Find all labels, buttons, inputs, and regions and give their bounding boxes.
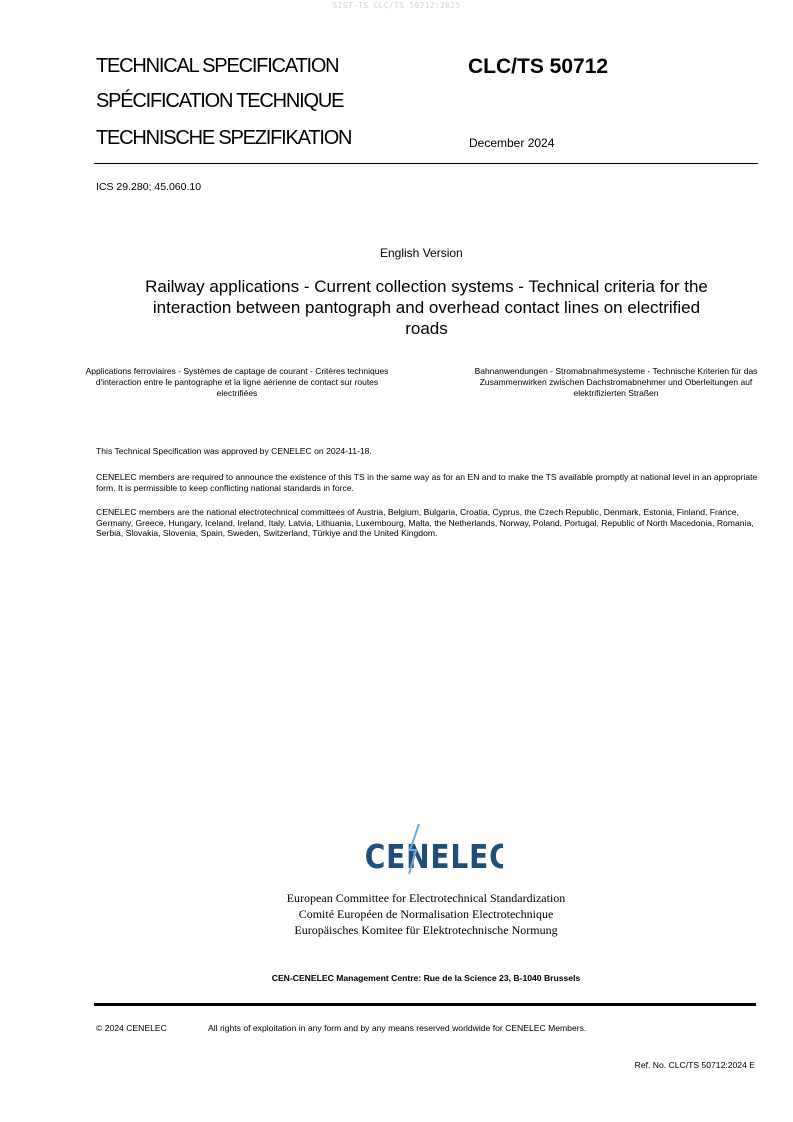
reference-number: Ref. No. CLC/TS 50712:2024 E — [634, 1060, 755, 1070]
members-requirement-paragraph: CENELEC members are required to announce the existence of this TS in the same way as for an EN and to make the TS available promptly at national level in an appropriate form. It is permissible to keep conflicting national standards in force. — [96, 472, 758, 493]
english-version-label: English Version — [380, 246, 463, 260]
document-title: Railway applications - Current collection systems - Technical criteria for the interaction between pantograph and overhead contact lines on electrified roads — [145, 277, 708, 338]
management-centre-address: CEN-CENELEC Management Centre: Rue de la Science 23, B-1040 Brussels — [271, 973, 581, 983]
subtitle-french: Applications ferroviaires - Systèmes de captage de courant - Critères techniques d'interaction entre le pantographe et la ligne aérienne de contact sur routes electrifiées — [85, 366, 389, 398]
header-divider — [94, 163, 758, 164]
organization-name-fr: Comité Européen de Normalisation Electrotechnique — [298, 907, 554, 921]
organization-names — [200, 890, 652, 938]
ics-codes: ICS 29.280; 45.060.10 — [96, 181, 202, 193]
spec-title-en: TECHNICAL SPECIFICATION — [96, 55, 339, 77]
spec-title-fr: SPÉCIFICATION TECHNIQUE — [96, 90, 344, 112]
publication-date: December 2024 — [469, 136, 555, 150]
watermark-text: SIST-TS CLC/TS 50712:2025 — [332, 1, 461, 10]
members-list-paragraph: CENELEC members are the national electrotechnical committees of Austria, Belgium, Bulgaria, Croatia, Cyprus, the Czech Republic, Denmark, Estonia, Finland, France, Germany, Greece, Hungary, Iceland, Ireland, Italy, Latvia, Lithuania, Luxembourg, Malta, the Netherlands, Norway, Poland, Portugal, Republic of North Macedonia, Romania, Serbia, Slovakia, Slovenia, Spain, Sweden, Switzerland, Türkiye and the United Kingdom. — [96, 507, 754, 538]
cenelec-logo-graphic — [363, 824, 503, 874]
organization-name-de: Europäisches Komitee für Elektrotechnische Normung — [294, 923, 558, 937]
footer-divider — [94, 1003, 756, 1006]
spec-title-de: TECHNISCHE SPEZIFIKATION — [96, 127, 352, 149]
copyright-notice: © 2024 CENELEC — [96, 1023, 167, 1033]
cenelec-logo — [363, 824, 503, 874]
subtitle-german: Bahnanwendungen - Stromabnahmesysteme - Technische Kriterien für das Zusammenwirken zwischen Dachstromabnehmer und Oberleitungen auf elektrifizierten Straßen — [474, 366, 758, 398]
document-number: CLC/TS 50712 — [468, 55, 609, 78]
approval-paragraph: This Technical Specification was approved by CENELEC on 2024-11-18. — [96, 446, 372, 456]
organization-name-en: European Committee for Electrotechnical Standardization — [286, 891, 566, 905]
svg-text:CENELEC: CENELEC — [364, 838, 503, 874]
rights-notice: All rights of exploitation in any form and by any means reserved worldwide for CENELEC Members. — [208, 1023, 587, 1033]
